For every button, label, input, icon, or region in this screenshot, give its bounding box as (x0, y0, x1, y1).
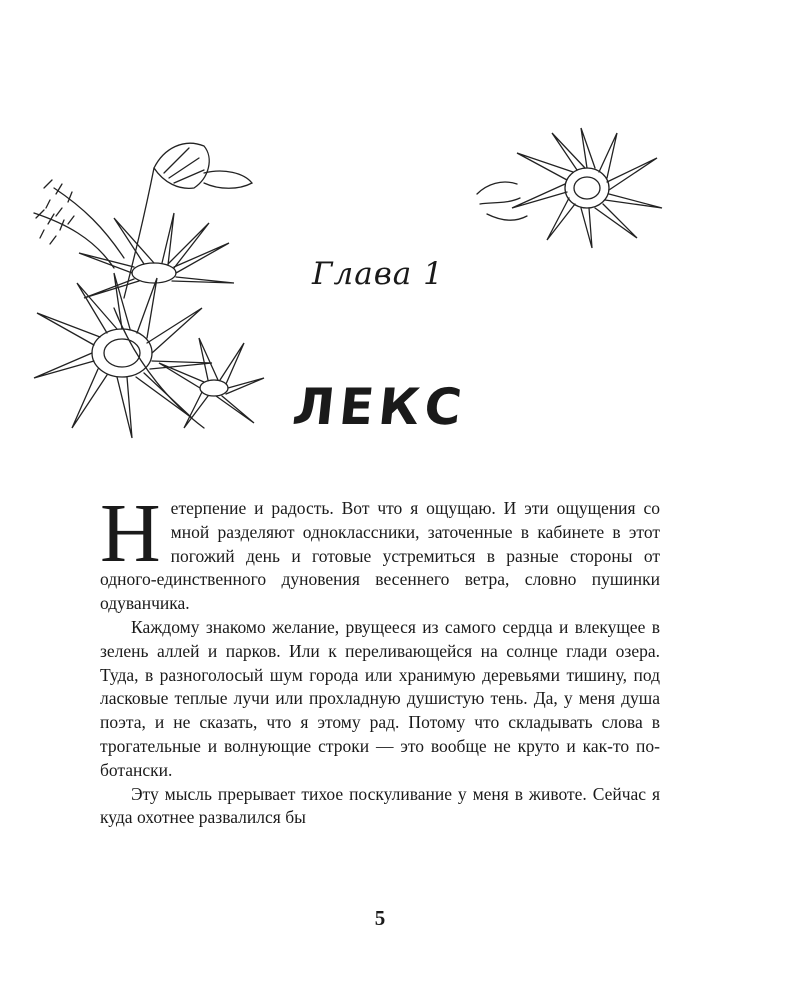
paragraph-3: Эту мысль прерывает тихое поскуливание у меня в животе. Сейчас я куда охотнее развалился бы (100, 783, 660, 828)
paragraph-2: Каждому знакомо желание, рвущееся из самого сердца и влекущее в зелень аллей и парков. Или к переливающейся на солнце глади озера. Туда, в разноголосый шум города или хранимую деревьями тишину, под ласковые теплые лучи или прохладную душистую тень. Да, у меня душа поэта, и не сказать, что я этому рад. Потому что складывать слова в трогательные и волнующие строки — это вообще не круто и как-то по-ботански. (100, 616, 660, 780)
daisy-illustration (472, 124, 668, 254)
paragraph-1 (100, 487, 660, 616)
body-text (100, 487, 660, 830)
chapter-title: ЛЕКС (289, 378, 470, 436)
drop-cap: Н (100, 487, 161, 580)
chapter-label: Глава 1 (312, 256, 444, 292)
daisy-bouquet-illustration (14, 128, 276, 458)
paragraph-1-text: етерпение и радость. Вот что я ощущаю. И эти ощущения со мной разделяют одноклассники, заточенные в кабинете в этот погожий день и готовые устремиться в разные стороны от одного-единственного дуновения весеннего ветра, словно пушинки одуванчика. (100, 498, 660, 614)
page-number: 5 (374, 906, 386, 930)
